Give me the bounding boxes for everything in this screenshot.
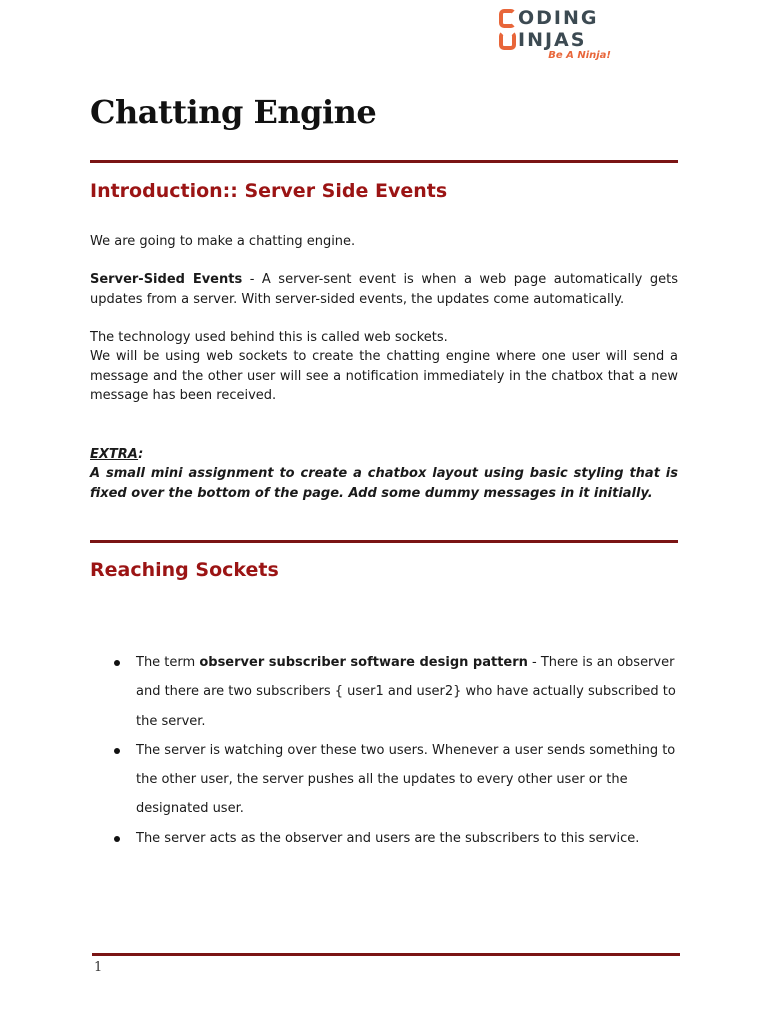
logo-n-glyph-icon <box>499 31 516 50</box>
logo-word-ninjas: INJAS <box>518 29 587 51</box>
web-sockets-paragraph: We will be using web sockets to create the chatting engine where one user will send a message and the other user will see a notification immediately in the chatbox that a new message has been received. <box>90 349 678 403</box>
bullet-list <box>90 648 680 853</box>
logo-line-1 <box>499 6 599 30</box>
technology-paragraph: The technology used behind this is called web sockets. <box>90 330 448 345</box>
logo-line-2 <box>499 28 586 52</box>
intro-paragraph: We are going to make a chatting engine. <box>90 234 356 249</box>
bullet-dot-icon <box>114 836 120 842</box>
logo-c-glyph-icon <box>499 9 516 28</box>
coding-ninjas-logo <box>499 6 615 64</box>
list-item <box>90 736 680 824</box>
sse-term: Server-Sided Events <box>90 272 243 287</box>
bullet-dot-icon <box>114 748 120 754</box>
section-divider-middle <box>90 540 678 543</box>
bullet-text-before: The term <box>136 655 200 670</box>
bullet-dot-icon <box>114 660 120 666</box>
section-heading-reaching-sockets: Reaching Sockets <box>90 559 279 581</box>
bullet-bold-term: observer subscriber software design pattern <box>199 655 528 670</box>
section-divider-top <box>90 160 678 163</box>
bullet-text: The server is watching over these two users. Whenever a user sends something to the other user, the server pushes all the updates to every other user or the designated user. <box>136 742 676 817</box>
extra-colon: : <box>138 447 144 462</box>
section-heading-introduction: Introduction:: Server Side Events <box>90 180 448 202</box>
extra-label: EXTRA <box>90 447 139 462</box>
bullet-text-after: - There is an observer and there are two subscribers { user1 and user2} who have actually subscribed to the server. <box>136 655 676 729</box>
page-number: 1 <box>94 960 103 975</box>
bullet-text: The server acts as the observer and users are the subscribers to this service. <box>136 830 640 846</box>
extra-label-line <box>90 445 678 465</box>
extra-assignment-text: A small mini assignment to create a chatbox layout using basic styling that is fixed over the bottom of the page. Add some dummy messages in it initially. <box>90 466 678 501</box>
sse-paragraph <box>90 270 678 309</box>
footer-divider <box>92 953 680 956</box>
logo-tagline: Be A Ninja! <box>548 50 611 61</box>
list-item <box>90 824 680 853</box>
logo-word-coding: ODING <box>518 7 599 29</box>
list-item <box>90 648 680 736</box>
page-title: Chatting Engine <box>90 93 377 131</box>
sse-definition: - A server-sent event is when a web page automatically gets updates from a server. With server-sided events, the updates come automatically. <box>90 272 678 307</box>
